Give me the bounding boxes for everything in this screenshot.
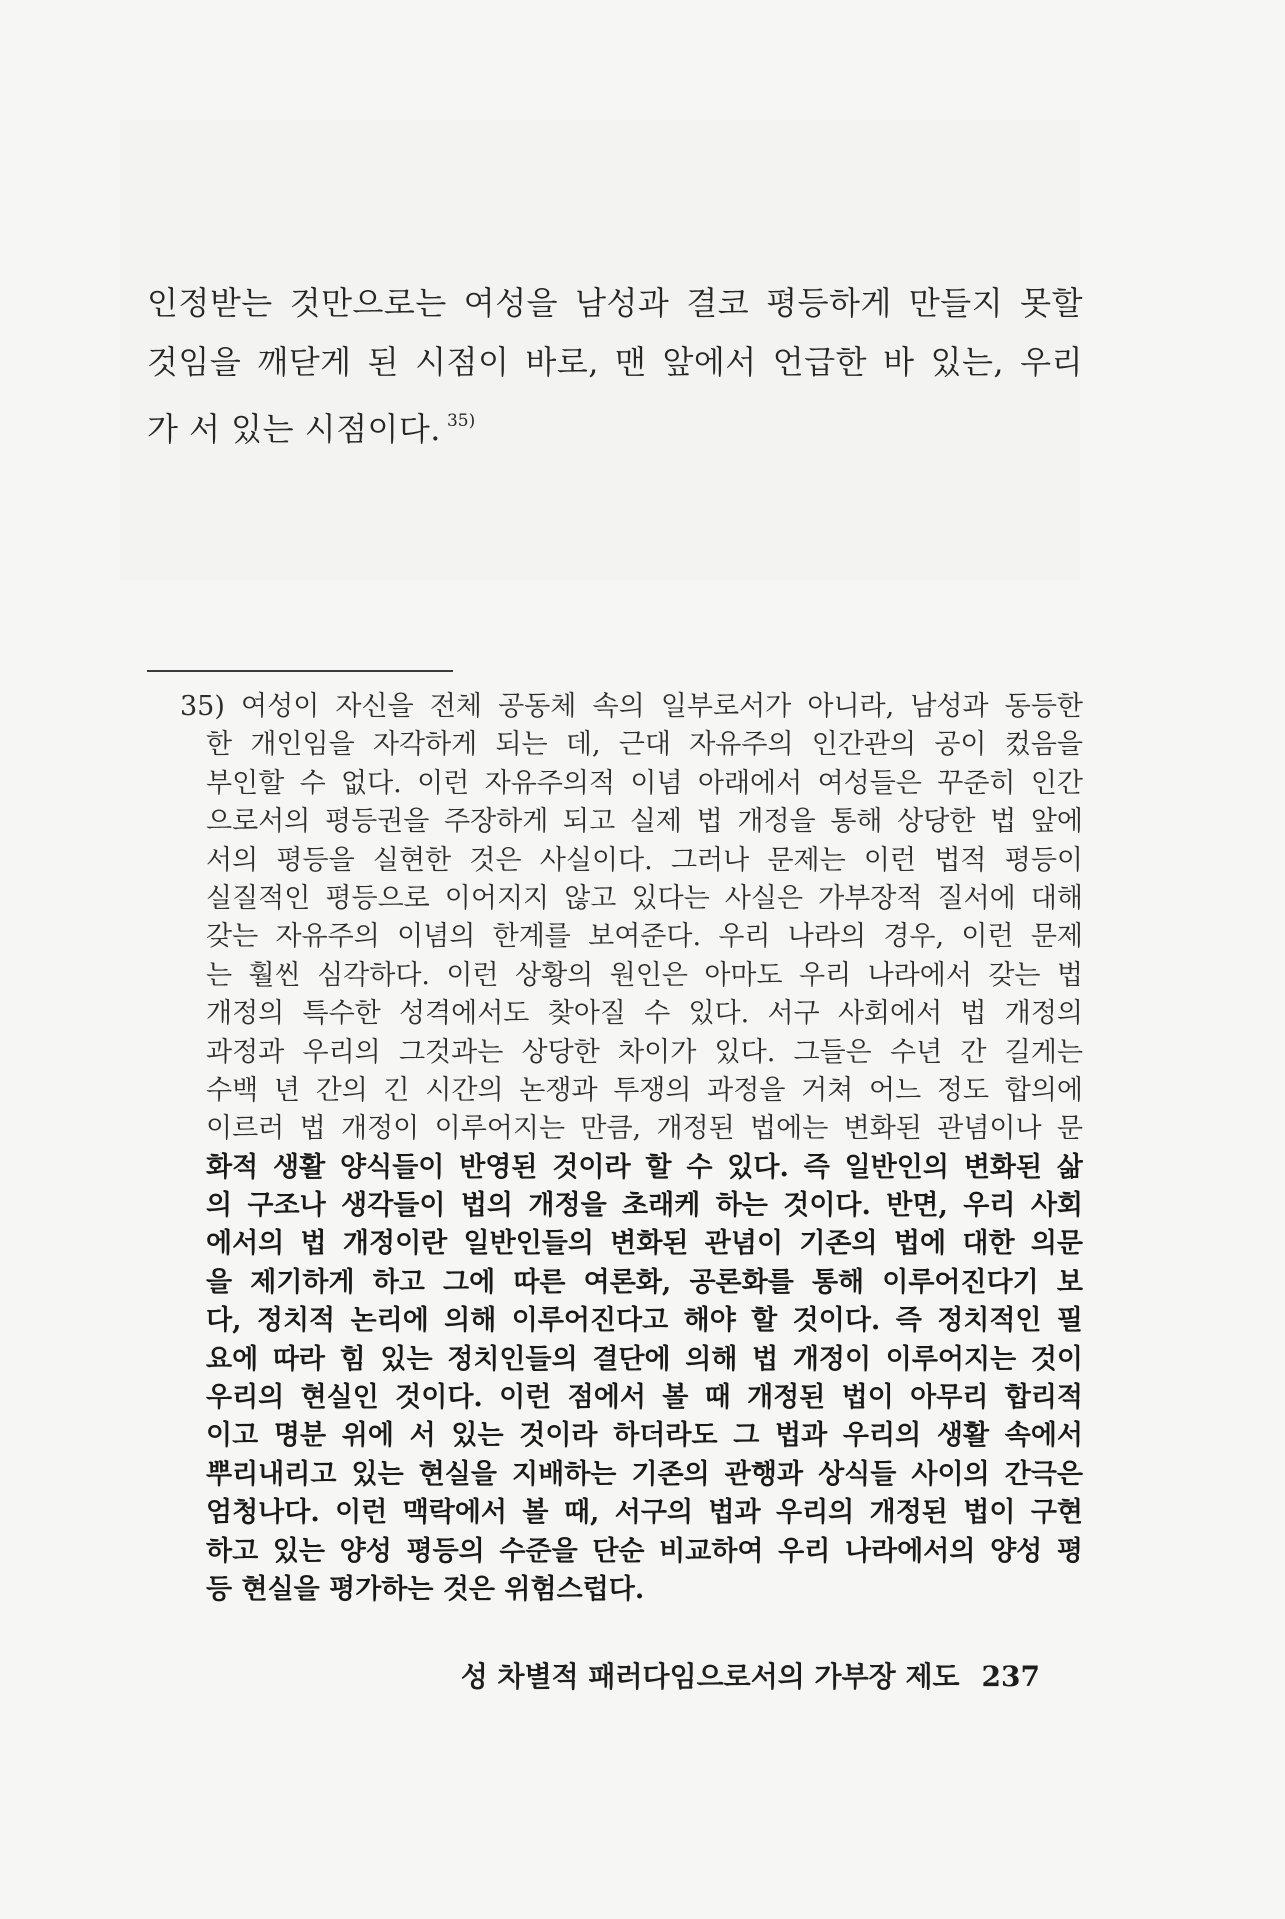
footnote-line: 우리의 현실인 것이다. 이런 점에서 볼 때 개정된 법이 아무리 합리적 bbox=[206, 1382, 1083, 1414]
footnote-line: 갖는 자유주의 이념의 한계를 보여준다. 우리 나라의 경우, 이런 문제 bbox=[206, 921, 1083, 953]
footnote-line: 과정과 우리의 그것과는 상당한 차이가 있다. 그들은 수년 간 길게는 bbox=[206, 1036, 1083, 1068]
footnote-divider bbox=[147, 670, 453, 672]
main-text-line bbox=[147, 392, 1083, 451]
footnote-line bbox=[180, 688, 1083, 726]
footnote-line: 개정의 특수한 성격에서도 찾아질 수 있다. 서구 사회에서 법 개정의 bbox=[206, 998, 1083, 1030]
footnote-line: 뿌리내리고 있는 현실을 지배하는 기존의 관행과 상식들 사이의 간극은 bbox=[206, 1458, 1083, 1490]
footnote bbox=[180, 688, 1083, 1609]
footnote-line: 는 훨씬 심각하다. 이런 상황의 원인은 아마도 우리 나라에서 갖는 법 bbox=[206, 959, 1083, 991]
page-number: 237 bbox=[981, 1660, 1040, 1693]
page-footer bbox=[461, 1657, 1040, 1697]
footnote-line: 등 현실을 평가하는 것은 위험스럽다. bbox=[206, 1573, 645, 1605]
footnote-line: 실질적인 평등으로 이어지지 않고 있다는 사실은 가부장적 질서에 대해 bbox=[206, 882, 1083, 914]
footnote-line: 서의 평등을 실현한 것은 사실이다. 그러나 문제는 이런 법적 평등이 bbox=[206, 844, 1083, 876]
footnote-line: 이고 명분 위에 서 있는 것이라 하더라도 그 법과 우리의 생활 속에서 bbox=[206, 1420, 1083, 1452]
footnote-line: 화적 생활 양식들이 반영된 것이라 할 수 있다. 즉 일반인의 변화된 삶 bbox=[206, 1151, 1083, 1183]
footnote-line-content: 여성이 자신을 전체 공동체 속의 일부로서가 아니라, 남성과 동등한 bbox=[241, 691, 1083, 722]
footnote-line: 하고 있는 양성 평등의 수준을 단순 비교하여 우리 나라에서의 양성 평 bbox=[206, 1535, 1083, 1567]
main-text-line-content: 가 서 있는 시점이다. bbox=[147, 410, 441, 448]
running-title: 성 차별적 패러다임으로서의 가부장 제도 bbox=[460, 1660, 960, 1693]
footnote-line: 의 구조나 생각들이 법의 개정을 초래케 하는 것이다. 반면, 우리 사회 bbox=[206, 1190, 1083, 1222]
main-text bbox=[147, 274, 1083, 451]
footnote-line: 부인할 수 없다. 이런 자유주의적 이념 아래에서 여성들은 꾸준히 인간 bbox=[206, 767, 1083, 799]
main-text-line: 인정받는 것만으로는 여성을 남성과 결코 평등하게 만들지 못할 bbox=[147, 284, 1083, 322]
footnote-number: 35) bbox=[180, 691, 225, 722]
footnote-line: 을 제기하게 하고 그에 따른 여론화, 공론화를 통해 이루어진다기 보 bbox=[206, 1266, 1083, 1298]
footnote-line: 요에 따라 힘 있는 정치인들의 결단에 의해 법 개정이 이루어지는 것이 bbox=[206, 1343, 1083, 1375]
footnote-line: 에서의 법 개정이란 일반인들의 변화된 관념이 기존의 법에 대한 의문 bbox=[206, 1228, 1083, 1260]
main-text-line: 것임을 깨닫게 된 시점이 바로, 맨 앞에서 언급한 바 있는, 우리 bbox=[147, 343, 1083, 381]
footnote-line: 엄청나다. 이런 맥락에서 볼 때, 서구의 법과 우리의 개정된 법이 구현 bbox=[206, 1497, 1083, 1529]
footnote-line: 이르러 법 개정이 이루어지는 만큼, 개정된 법에는 변화된 관념이나 문 bbox=[206, 1113, 1083, 1145]
footnote-line: 한 개인임을 자각하게 되는 데, 근대 자유주의 인간관의 공이 컸음을 bbox=[206, 729, 1083, 761]
footnote-line: 으로서의 평등권을 주장하게 되고 실제 법 개정을 통해 상당한 법 앞에 bbox=[206, 806, 1083, 838]
footnote-line: 다, 정치적 논리에 의해 이루어진다고 해야 할 것이다. 즉 정치적인 필 bbox=[206, 1305, 1083, 1337]
footnote-ref-marker: 35) bbox=[446, 411, 476, 431]
footnote-line: 수백 년 간의 긴 시간의 논쟁과 투쟁의 과정을 거쳐 어느 정도 합의에 bbox=[206, 1074, 1083, 1106]
